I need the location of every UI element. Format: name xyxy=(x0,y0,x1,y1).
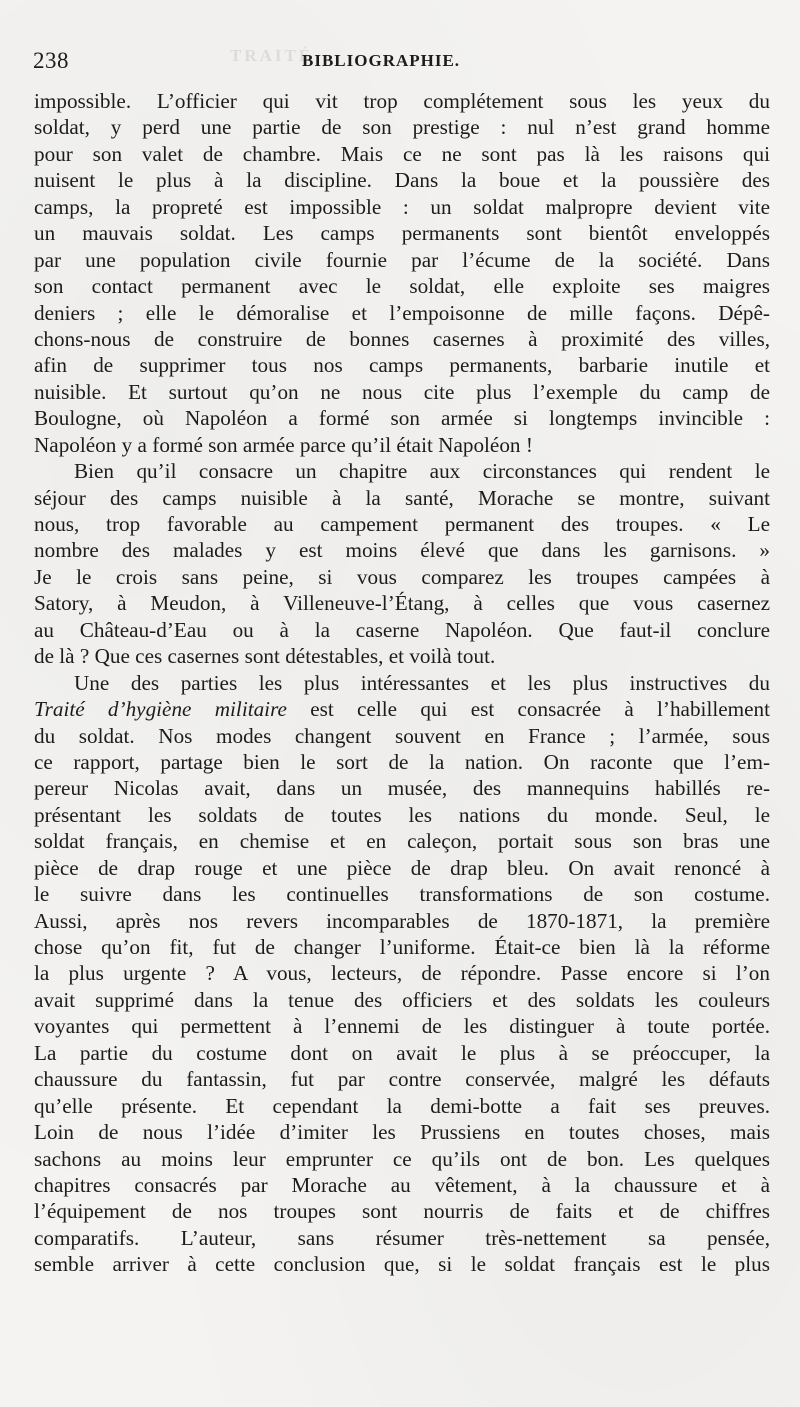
text-line: Napoléon y a formé son armée parce qu’il était Napoléon ! xyxy=(34,432,533,457)
text-line: La partie du costume dont on avait le plus à se préoccuper, la xyxy=(34,1040,770,1065)
text-line: avait supprimé dans la tenue des officiers et des soldats les couleurs xyxy=(34,987,770,1012)
text-line: le suivre dans les continuelles transformations de son costume. xyxy=(34,882,770,907)
text-line: pour son valet de chambre. Mais ce ne sont pas là les raisons qui xyxy=(34,141,770,166)
text-line: deniers ; elle le démoralise et l’empoisonne de mille façons. Dépê- xyxy=(34,300,770,325)
running-head: BIBLIOGRAPHIE. xyxy=(302,51,461,70)
text-line: l’équipement de nos troupes sont nourris de faits et de chiffres xyxy=(34,1199,770,1224)
text-line: son contact permanent avec le soldat, elle exploite ses maigres xyxy=(34,274,770,299)
text-line: impossible. L’officier qui vit trop complétement sous les yeux du xyxy=(34,89,770,113)
text-line: un mauvais soldat. Les camps permanents sont bientôt enveloppés xyxy=(34,221,770,246)
text-line: pièce de drap rouge et une pièce de drap bleu. On avait renoncé à xyxy=(34,855,770,880)
text-line: pereur Nicolas avait, dans un musée, des mannequins habillés re- xyxy=(34,776,770,801)
text-line: chaussure du fantassin, fut par contre conservée, malgré les défauts xyxy=(34,1067,770,1092)
page-number: 238 xyxy=(33,48,69,73)
text-line: nombre des malades y est moins élevé que dans les garnisons. » xyxy=(34,538,770,563)
text-line: présentant les soldats de toutes les nations du monde. Seul, le xyxy=(34,802,770,827)
text-line: au Château-d’Eau ou à la caserne Napoléon. Que faut-il conclure xyxy=(34,617,770,642)
book-title: Traité d’hygiène militaire xyxy=(34,697,287,722)
text-line: Boulogne, où Napoléon a formé son armée si longtemps invincible : xyxy=(34,406,770,431)
text-line: qu’elle présente. Et cependant la demi-botte a fait ses preuves. xyxy=(34,1093,770,1118)
text-line: la plus urgente ? A vous, lecteurs, de répondre. Passe encore si l’on xyxy=(34,961,770,986)
text-line: chons-nous de construire de bonnes casernes à proximité des villes, xyxy=(34,326,770,351)
text-line: comparatifs. L’auteur, sans résumer très-nettement sa pensée, xyxy=(34,1225,770,1250)
text-line: Une des parties les plus intéressantes et les plus instructives du xyxy=(74,670,770,695)
text-line: sachons au moins leur emprunter ce qu’ils ont de bon. Les quelques xyxy=(34,1146,770,1171)
text-line: Aussi, après nos revers incomparables de 1870-1871, la première xyxy=(34,908,770,933)
text-line: Satory, à Meudon, à Villeneuve-l’Étang, à celles que vous casernez xyxy=(34,591,770,616)
text-line xyxy=(34,696,770,722)
text-line: Je le crois sans peine, si vous comparez les troupes campées à xyxy=(34,564,770,589)
text-line: ce rapport, partage bien le sort de la nation. On raconte que l’em- xyxy=(34,749,770,774)
text-line: soldat français, en chemise et en caleçon, portait sous son bras une xyxy=(34,829,770,854)
text-line: afin de supprimer tous nos camps permanents, barbarie inutile et xyxy=(34,353,770,378)
text-line: séjour des camps nuisible à la santé, Morache se montre, suivant xyxy=(34,485,770,510)
text-line: de là ? Que ces casernes sont détestables, et voilà tout. xyxy=(34,644,496,669)
text-line: chapitres consacrés par Morache au vêtement, à la chaussure et à xyxy=(34,1172,770,1197)
text-line: camps, la propreté est impossible : un soldat malpropre devient vite xyxy=(34,194,770,219)
text-line: nous, trop favorable au campement permanent des troupes. « Le xyxy=(34,512,770,536)
page-header xyxy=(0,44,800,80)
text-line: Bien qu’il consacre un chapitre aux circonstances qui rendent le xyxy=(74,459,770,484)
bleed-through-text: TRAITÉ xyxy=(230,46,314,65)
text-line: voyantes qui permettent à l’ennemi de les distinguer à toute portée. xyxy=(34,1014,770,1039)
text-line: par une population civile fournie par l’écume de la société. Dans xyxy=(34,247,770,272)
text-line: nuisible. Et surtout qu’on ne nous cite plus l’exemple du camp de xyxy=(34,379,770,404)
text-line: nuisent le plus à la discipline. Dans la boue et la poussière des xyxy=(34,168,770,193)
text-line: semble arriver à cette conclusion que, si le soldat français est le plus xyxy=(34,1252,770,1277)
text-line-rest: est celle qui est consacrée à l’habillement xyxy=(286,697,770,722)
text-line: du soldat. Nos modes changent souvent en France ; l’armée, sous xyxy=(34,723,770,748)
text-line: soldat, y perd une partie de son prestige : nul n’est grand homme xyxy=(34,115,770,140)
text-line: chose qu’on fit, fut de changer l’uniforme. Était-ce bien là la réforme xyxy=(34,935,770,959)
text-line: Loin de nous l’idée d’imiter les Prussiens en toutes choses, mais xyxy=(34,1120,770,1145)
body-text xyxy=(34,88,770,1278)
